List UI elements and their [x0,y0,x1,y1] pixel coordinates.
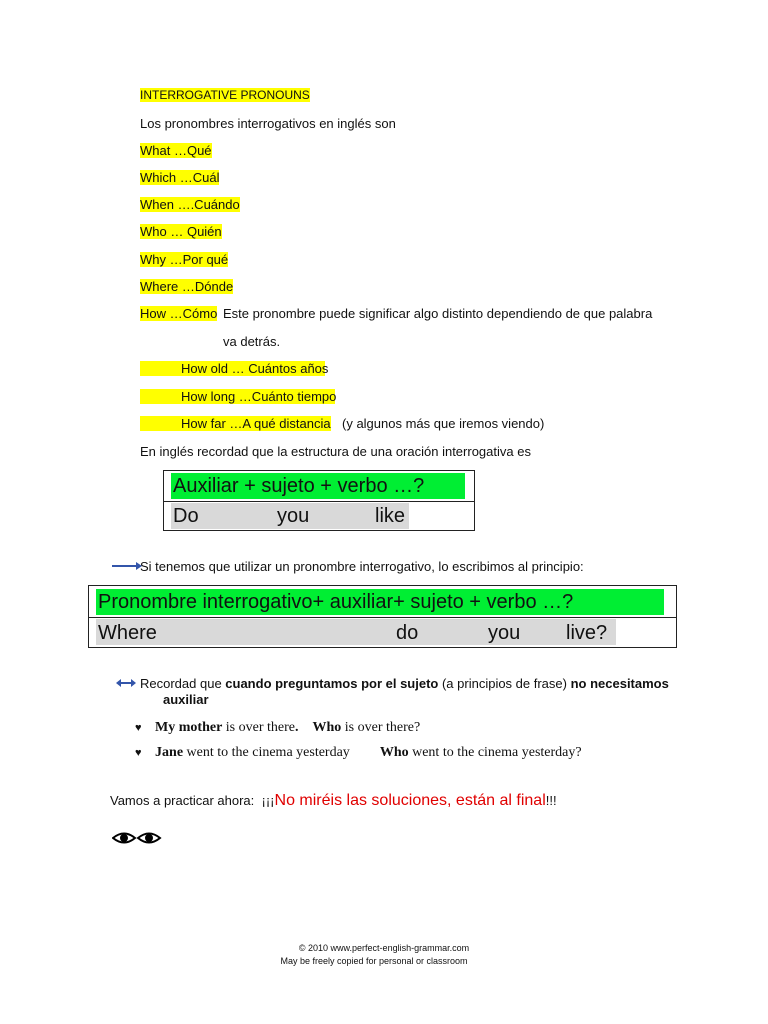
structure-formula: Auxiliar + sujeto + verbo …? [171,473,465,499]
footer-copyright: © 2010 www.perfect-english-grammar.com [298,943,470,953]
footer-license: May be freely copied for personal or classroom [280,956,468,966]
intro-text: Los pronombres interrogativos en inglés son [140,116,396,131]
pronoun-why: Why …Por qué [140,252,229,267]
heart-icon: ♥ [135,722,142,734]
pronoun-formula: Pronombre interrogativo+ auxiliar+ sujeto + verbo …? [96,589,664,615]
pronoun-who: Who … Quién [140,224,222,239]
subject-rule: Recordad que cuando preguntamos por el sujeto (a principios de frase) no necesitamos [140,676,669,691]
example-row-1: ♥ My mother is over there. Who is over there? [135,720,421,735]
example-you: you [488,622,521,644]
how-explanation-cont: va detrás. [223,334,281,349]
example-row-2: ♥ Jane went to the cinema yesterday Who went to the cinema yesterday? [135,745,582,760]
heart-icon: ♥ [135,747,142,759]
arrow-right-icon [112,562,142,570]
pronoun-where: Where …Dónde [140,279,234,294]
how-note: (y algunos más que iremos viendo) [342,416,545,431]
example-live: live? [566,622,608,644]
how-far: How far …A qué distancia [140,416,331,431]
pronoun-which: Which …Cuál [140,170,220,185]
practice-line: Vamos a practicar ahora: ¡¡¡No miréis las soluciones, están al final!!! [110,792,557,809]
pronoun-what: What …Qué [140,143,212,158]
how-explanation: Este pronombre puede significar algo distinto dependiendo de que palabra [223,306,653,321]
eyes-icon [112,829,162,850]
structure-box [163,470,475,531]
pronoun-rule: Si tenemos que utilizar un pronombre interrogativo, lo escribimos al principio: [140,559,584,574]
structure-intro: En inglés recordad que la estructura de una oración interrogativa es [140,444,531,459]
double-arrow-icon [116,679,136,687]
example-do: Do [173,505,199,527]
pronoun-structure-box [88,585,677,648]
structure-example-row [171,503,409,529]
example-do: do [396,622,419,644]
practice-warning: No miréis las soluciones, están al final [274,792,546,809]
example-you: you [277,505,310,527]
example-where: Where [98,622,157,644]
pronoun-example-row [96,619,616,645]
how-old: How old … Cuántos años [140,361,325,376]
how-long: How long …Cuánto tiempo [140,389,335,404]
pronoun-when: When ….Cuándo [140,197,240,212]
subject-rule-cont: auxiliar [163,692,209,707]
page-title: INTERROGATIVE PRONOUNS [140,88,310,102]
pronoun-how: How …Cómo [140,306,218,321]
example-like: like [375,505,406,527]
